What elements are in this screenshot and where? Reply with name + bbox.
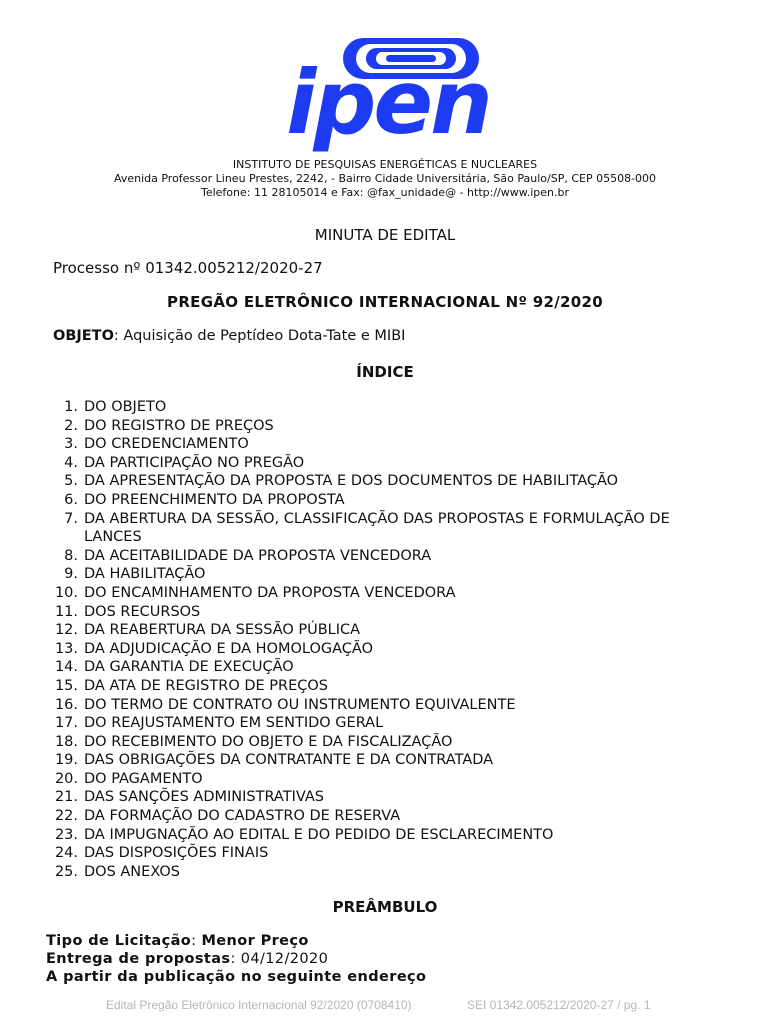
toc-item [40,547,720,566]
toc-item-title: DA FORMAÇÃO DO CADASTRO DE RESERVA [84,808,401,825]
toc-item-title: DO TERMO DE CONTRATO OU INSTRUMENTO EQUIVALENTE [84,696,516,713]
endereco-text: A partir da publicação no seguinte endereço [46,969,427,985]
svg-text:ipen: ipen [286,51,490,153]
toc-item-title: DOS ANEXOS [84,863,180,880]
objeto-value: : Aquisição de Peptídeo Dota-Tate e MIBI [113,328,406,344]
toc-item [40,788,720,807]
tipo-sep: : [191,933,202,949]
toc-item-number: 1. [64,399,78,415]
toc-item [40,584,720,603]
toc-item-title: DA ACEITABILIDADE DA PROPOSTA VENCEDORA [84,547,432,564]
toc-item [40,454,720,473]
toc-item-title: DAS DISPOSIÇÕES FINAIS [84,845,269,862]
toc-item-number: 25. [54,863,78,880]
toc-item [40,714,720,733]
toc-item-number: 4. [64,454,78,471]
toc-item-number: 5. [64,473,78,490]
toc-item-number: 13. [54,640,78,657]
toc-item [40,603,720,622]
toc-item [40,733,720,752]
endereco-line [46,968,426,986]
toc-item-number: 19. [54,752,78,769]
toc-item [40,398,720,417]
toc-item-number: 12. [54,622,78,639]
toc-item-number: 18. [54,733,78,750]
toc-item [40,844,720,863]
toc-item [40,491,720,510]
toc-item-number: 6. [64,491,78,508]
entrega-propostas-line [46,950,426,968]
preambulo-details [46,932,426,986]
tipo-label: Tipo de Licitação [46,933,192,949]
processo-number: Processo nº 01342.005212/2020-27 [53,259,323,277]
toc-item-number: 14. [54,659,78,676]
toc-item-number: 21. [54,789,78,806]
toc-item-title: DA IMPUGNAÇÃO AO EDITAL E DO PEDIDO DE ESCLARECIMENTO [84,826,554,843]
toc-item [40,472,720,491]
toc-item-number: 15. [54,677,78,694]
entrega-label: Entrega de propostas [46,951,231,967]
indice-title: ÍNDICE [356,363,414,381]
toc-item [40,677,720,696]
toc-item-title: DO RECEBIMENTO DO OBJETO E DA FISCALIZAÇÃO [84,733,453,750]
toc-item [40,826,720,845]
toc-item-title: DO PAGAMENTO [84,770,203,787]
toc-item-number: 3. [64,436,78,453]
footer-page-ref: SEI 01342.005212/2020-27 / pg. 1 [467,998,651,1012]
tipo-value: Menor Preço [201,933,309,949]
ipen-logo [270,33,510,153]
pregao-title: PREGÃO ELETRÔNICO INTERNACIONAL Nº 92/2020 [167,293,603,311]
institute-contact: Telefone: 11 28105014 e Fax: @fax_unidade@ - http://www.ipen.br [200,186,569,199]
toc-item-number: 17. [54,715,78,732]
toc-item-title: DO OBJETO [84,399,167,415]
objeto-label: OBJETO [53,328,114,344]
toc-item [40,658,720,677]
toc-item [40,417,720,436]
toc-item-number: 20. [54,770,78,787]
toc-item-number: 23. [54,826,78,843]
toc-item-number: 2. [64,417,78,434]
toc-item [40,510,720,547]
toc-item-number: 9. [64,566,78,583]
institute-address: Avenida Professor Lineu Prestes, 2242, - Bairro Cidade Universitária, São Paulo/SP, CEP 05508-000 [113,172,657,185]
toc-item-number: 11. [54,603,78,620]
toc-item-title: DAS OBRIGAÇÕES DA CONTRATANTE E DA CONTRATADA [84,752,494,769]
entrega-value: : 04/12/2020 [230,951,329,967]
toc-item-number: 7. [64,510,78,527]
toc-item-number: 8. [64,547,78,564]
toc-item-title: DO PREENCHIMENTO DA PROPOSTA [84,491,345,508]
toc-item-number: 16. [54,696,78,713]
toc-item-title: DO REAJUSTAMENTO EM SENTIDO GERAL [84,715,384,732]
toc-item-title: DO CREDENCIAMENTO [84,436,249,453]
toc-item [40,696,720,715]
ipen-logo-icon [270,33,510,153]
toc-item-title: DOS RECURSOS [84,603,201,620]
toc-item [40,435,720,454]
document-title: MINUTA DE EDITAL [314,226,456,244]
toc-item-title: DO REGISTRO DE PREÇOS [84,417,274,434]
toc-item [40,807,720,826]
table-of-contents [40,398,720,881]
toc-item-title: DA GARANTIA DE EXECUÇÃO [84,659,294,676]
toc-item-title: DA ABERTURA DA SESSÃO, CLASSIFICAÇÃO DAS PROPOSTAS E FORMULAÇÃO DE LANCES [84,510,670,546]
toc-item [40,621,720,640]
toc-item [40,863,720,882]
objeto-line [53,328,405,344]
institute-header [0,158,770,200]
footer-document-ref: Edital Pregão Eletrônico Internacional 92/2020 (0708410) [106,998,412,1012]
toc-item-number: 22. [54,808,78,825]
toc-item-title: DO ENCAMINHAMENTO DA PROPOSTA VENCEDORA [84,584,456,601]
toc-item-title: DA PARTICIPAÇÃO NO PREGÃO [84,454,305,471]
toc-item-title: DA APRESENTAÇÃO DA PROPOSTA E DOS DOCUMENTOS DE HABILITAÇÃO [84,473,619,490]
toc-item [40,565,720,584]
institute-name: INSTITUTO DE PESQUISAS ENERGÉTICAS E NUCLEARES [232,158,538,171]
toc-item-number: 24. [54,845,78,862]
toc-item-title: DA ATA DE REGISTRO DE PREÇOS [84,677,328,694]
toc-item-title: DA REABERTURA DA SESSÃO PÚBLICA [84,622,361,639]
toc-item [40,751,720,770]
toc-item-title: DAS SANÇÕES ADMINISTRATIVAS [84,789,324,806]
preambulo-title: PREÂMBULO [332,898,438,916]
tipo-licitacao-line [46,932,426,950]
toc-item-title: DA HABILITAÇÃO [84,566,206,583]
toc-item-number: 10. [54,584,78,601]
toc-item [40,770,720,789]
toc-item [40,640,720,659]
toc-item-title: DA ADJUDICAÇÃO E DA HOMOLOGAÇÃO [84,640,373,657]
